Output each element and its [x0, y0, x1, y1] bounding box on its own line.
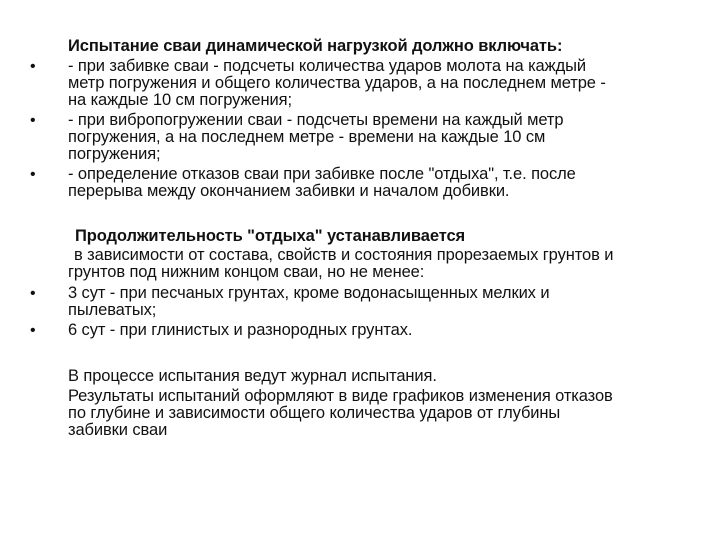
bullet-marker: • [30, 166, 36, 183]
bullet-2-line-3: погружения; [68, 145, 161, 163]
bullet-3-line-2: перерыва между окончанием забивки и началом добивки. [68, 182, 510, 200]
section2-bullet-1-line-1: 3 сут - при песчаных грунтах, кроме водонасыщенных мелких и [68, 284, 550, 302]
bullet-2-line-1: - при вибропогружении сваи - подсчеты времени на каждый метр [68, 111, 564, 129]
bullet-1-line-1: - при забивке сваи - подсчеты количества ударов молота на каждый [68, 57, 586, 75]
bullet-3-line-1: - определение отказов сваи при забивке после "отдыха", т.е. после [68, 165, 576, 183]
results-line-3: забивки сваи [68, 421, 168, 439]
section2-bullet-1-line-2: пылеватых; [68, 301, 157, 319]
bullet-marker: • [30, 58, 36, 75]
section2-intro-line-2: грунтов под нижним концом сваи, но не менее: [68, 263, 425, 281]
section2-heading: Продолжительность "отдыха" устанавливается [75, 227, 466, 245]
section2-intro-line-1: в зависимости от состава, свойств и состояния прорезаемых грунтов и [74, 246, 614, 264]
bullet-2-line-2: погружения, а на последнем метре - времени на каждые 10 см [68, 128, 546, 146]
bullet-1-line-3: на каждые 10 см погружения; [68, 91, 292, 109]
section1-heading: Испытание сваи динамической нагрузкой должно включать: [68, 37, 563, 55]
section2-bullet-2-line-1: 6 сут - при глинистых и разнородных грунтах. [68, 321, 413, 339]
journal-sentence: В процессе испытания ведут журнал испытания. [68, 367, 437, 385]
results-line-1: Результаты испытаний оформляют в виде графиков изменения отказов [68, 387, 613, 405]
results-line-2: по глубине и зависимости общего количества ударов от глубины [68, 404, 561, 422]
bullet-1-line-2: метр погружения и общего количества ударов, а на последнем метре - [68, 74, 606, 92]
bullet-marker: • [30, 112, 36, 129]
bullet-marker: • [30, 322, 36, 339]
bullet-marker: • [30, 285, 36, 302]
